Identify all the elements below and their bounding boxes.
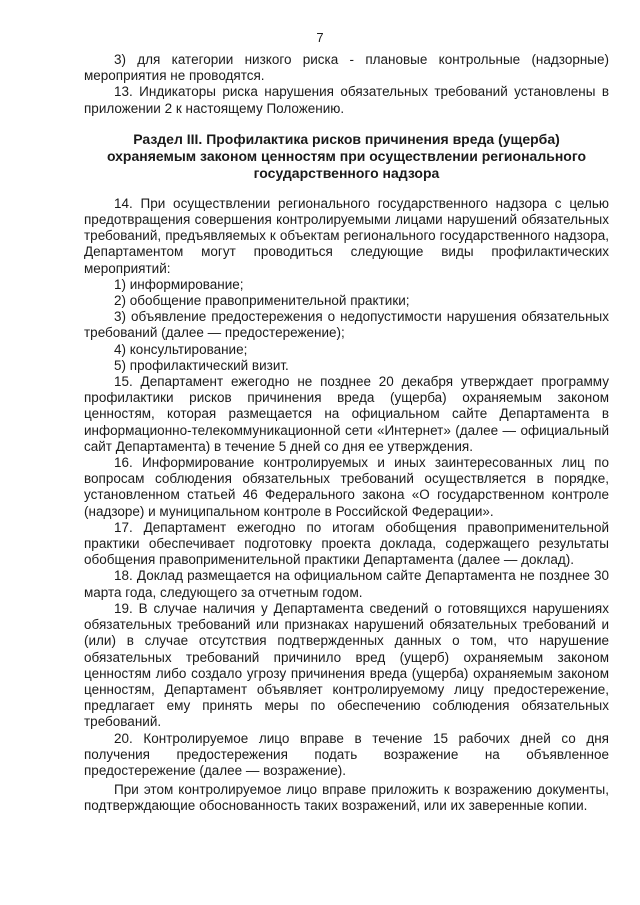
section-heading bbox=[84, 131, 609, 182]
paragraph-risk-category-3: 3) для категории низкого риска - плановые контрольные (надзорные) мероприятия не проводятся. bbox=[84, 52, 609, 84]
section-heading-line: Раздел III. Профилактика рисков причинения вреда (ущерба) bbox=[133, 130, 560, 147]
paragraph-14: 14. При осуществлении регионального государственного надзора с целью предотвращения совершения контролируемыми лицами нарушений обязательных требований, предъявляемых к объектам регионального государственного надзора, Департаментом могут проводиться следующие виды профилактических мероприятий: bbox=[84, 195, 609, 276]
paragraph-17: 17. Департамент ежегодно по итогам обобщения правоприменительной практики обеспечивает подготовку проекта доклада, содержащего результаты обобщения правоприменительной практики Департамента (далее — доклад). bbox=[84, 519, 609, 568]
section-heading-line: охраняемым законом ценностям при осуществлении регионального bbox=[106, 147, 587, 164]
document-body bbox=[84, 52, 609, 815]
paragraph-19: 19. В случае наличия у Департамента сведений о готовящихся нарушениях обязательных требований или признаках нарушений обязательных требований и (или) в случае отсутствия подтвержденных данных о том, что нарушение обязательных требований причинило вред (ущерб) охраняемым законом ценностям либо создало угрозу причинения вреда (ущерба) охраняемым законом ценностям, Департамент объявляет контролируемому лицу предостережение, предлагает ему принять меры по обеспечению соблюдения обязательных требований. bbox=[84, 600, 609, 730]
list-item: 1) информирование; bbox=[114, 276, 244, 292]
paragraph-13: 13. Индикаторы риска нарушения обязательных требований установлены в приложении 2 к настоящему Положению. bbox=[84, 84, 609, 116]
paragraph-15: 15. Департамент ежегодно не позднее 20 декабря утверждает программу профилактики рисков причинения вреда (ущерба) охраняемым законом ценностям, которая размещается на официальном сайте Департамента в информационно-телекоммуникационной сети «Интернет» (далее — официальный сайт Департамента) в течение 5 дней со дня ее утверждения. bbox=[84, 374, 609, 454]
paragraph-20: 20. Контролируемое лицо вправе в течение 15 рабочих дней со дня получения предостережения подать возражение на объявленное предостережение (далее — возражение). bbox=[84, 730, 609, 778]
page-number: 7 bbox=[316, 30, 324, 45]
list-item: 2) обобщение правоприменительной практики; bbox=[114, 293, 410, 309]
section-heading-line: государственного надзора bbox=[253, 164, 440, 181]
list-item: 5) профилактический визит. bbox=[114, 357, 289, 373]
paragraph-20-continuation: При этом контролируемое лицо вправе приложить к возражению документы, подтверждающие обоснованность таких возражений, или их заверенные копии. bbox=[84, 782, 609, 814]
paragraph-18: 18. Доклад размещается на официальном сайте Департамента не позднее 30 марта года, следующего за отчетным годом. bbox=[84, 568, 609, 600]
list-item: 3) объявление предостережения о недопустимости нарушения обязательных требований (далее — предостережение); bbox=[84, 309, 609, 341]
list-item: 4) консультирование; bbox=[114, 341, 248, 357]
paragraph-16: 16. Информирование контролируемых и иных заинтересованных лиц по вопросам соблюдения обязательных требований осуществляется в порядке, установленном статьей 46 Федерального закона «О государственном контроле (надзоре) и муниципальном контроле в Российской Федерации». bbox=[84, 455, 609, 519]
